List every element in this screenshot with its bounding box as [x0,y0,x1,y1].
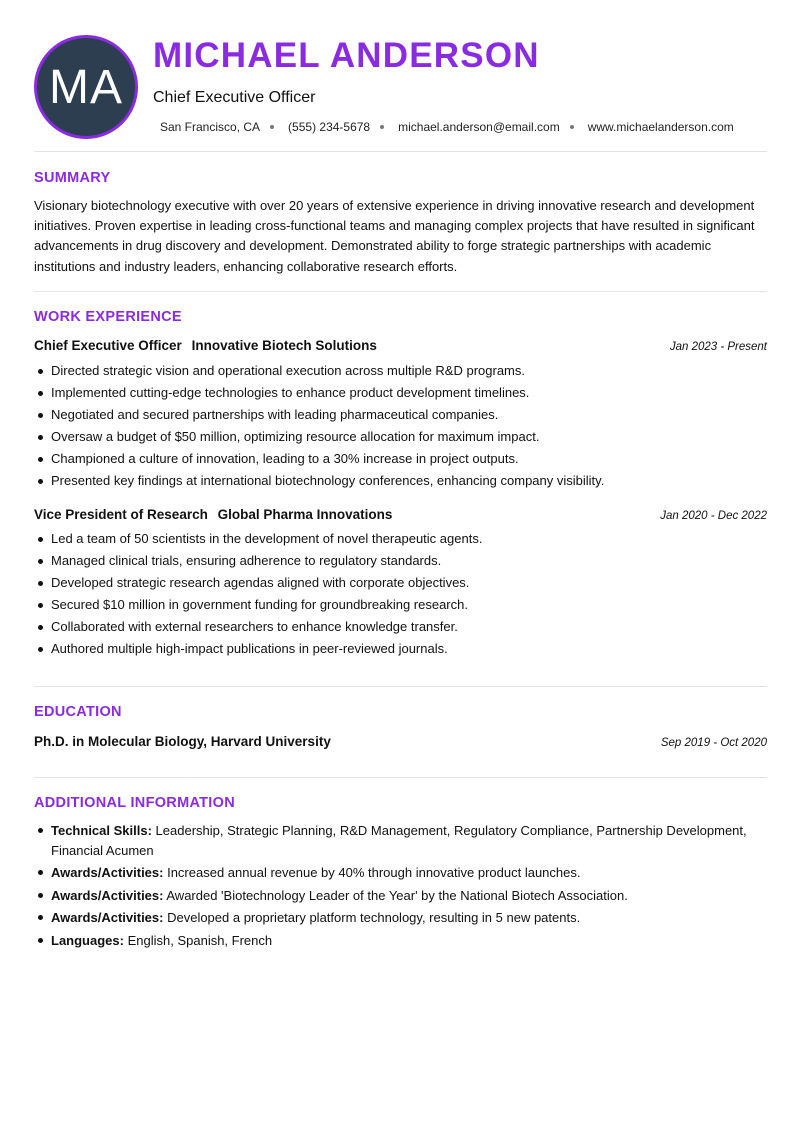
list-item [34,886,767,906]
education-degree: Ph.D. in Molecular Biology, Harvard University [34,734,331,749]
info-label: Technical Skills: [51,823,152,838]
divider [34,777,767,778]
info-text: Developed a proprietary platform technology, resulting in 5 new patents. [167,910,581,925]
info-label: Awards/Activities: [51,910,164,925]
list-item: Collaborated with external researchers to enhance knowledge transfer. [34,616,767,638]
avatar-initials: MA [49,60,123,114]
info-label: Awards/Activities: [51,865,164,880]
contact-bar [160,120,734,134]
list-item: Championed a culture of innovation, leading to a 30% increase in project outputs. [34,448,767,470]
info-label: Awards/Activities: [51,887,164,903]
contact-website[interactable]: www.michaelanderson.com [587,120,734,134]
info-text: English, Spanish, French [127,932,273,948]
separator-dot [570,125,574,129]
list-item: Led a team of 50 scientists in the development of novel therapeutic agents. [34,528,767,550]
education-entry [34,734,767,749]
list-item: Oversaw a budget of $50 million, optimizing resource allocation for maximum impact. [34,426,767,448]
contact-phone: (555) 234-5678 [288,120,371,134]
list-item: Authored multiple high-impact publications in peer-reviewed journals. [34,638,767,660]
experience-heading: WORK EXPERIENCE [34,309,182,325]
additional-heading: ADDITIONAL INFORMATION [34,795,235,811]
divider [34,291,767,292]
job-company: Global Pharma Innovations [217,507,393,522]
list-item [34,931,767,951]
separator-dot [270,125,274,129]
list-item: Negotiated and secured partnerships with leading pharmaceutical companies. [34,404,767,426]
info-text: Increased annual revenue by 40% through innovative product launches. [167,865,581,880]
list-item [34,908,767,928]
contact-email[interactable]: michael.anderson@email.com [398,120,560,134]
candidate-role: Chief Executive Officer [153,89,316,106]
summary-text: Visionary biotechnology executive with over 20 years of extensive experience in driving innovative research and development initiatives. Proven expertise in leading cross-functional teams and managing complex projects that have resulted in significant advancements in drug discovery and development. Demonstrated ability to forge strategic partnerships with academic institutions and industry leaders, enhancing collaborative research efforts. [34,198,755,274]
job-title-line [34,338,377,353]
avatar [34,35,138,139]
list-item: Directed strategic vision and operational execution across multiple R&D programs. [34,360,767,382]
list-item: Presented key findings at international biotechnology conferences, enhancing company visibility. [34,470,767,492]
list-item: Developed strategic research agendas aligned with corporate objectives. [34,572,767,594]
job-bullets [34,528,767,660]
list-item [34,821,767,860]
info-text: Awarded 'Biotechnology Leader of the Year' by the National Biotech Association. [166,887,628,903]
job-header [34,338,767,353]
additional-list [34,821,767,953]
list-item [34,863,767,883]
list-item: Secured $10 million in government funding for groundbreaking research. [34,594,767,616]
education-heading: EDUCATION [34,704,122,720]
job-title: Vice President of Research [34,507,208,522]
summary-heading: SUMMARY [34,170,111,186]
job-dates: Jan 2020 - Dec 2022 [660,510,767,522]
candidate-name: MICHAEL ANDERSON [153,36,540,75]
job-title-line [34,507,392,522]
job-title: Chief Executive Officer [34,338,182,353]
divider [34,151,767,152]
info-label: Languages: [51,932,124,948]
job-bullets [34,360,767,492]
separator-dot [380,125,384,129]
job-company: Innovative Biotech Solutions [191,338,377,353]
info-text: Leadership, Strategic Planning, R&D Management, Regulatory Compliance, Partnership Development, Financial Acumen [51,823,747,858]
list-item: Implemented cutting-edge technologies to enhance product development timelines. [34,382,767,404]
divider [34,686,767,687]
job-dates: Jan 2023 - Present [669,341,767,353]
job-header [34,507,767,522]
list-item: Managed clinical trials, ensuring adherence to regulatory standards. [34,550,767,572]
contact-location: San Francisco, CA [160,120,261,134]
education-dates: Sep 2019 - Oct 2020 [660,737,767,749]
